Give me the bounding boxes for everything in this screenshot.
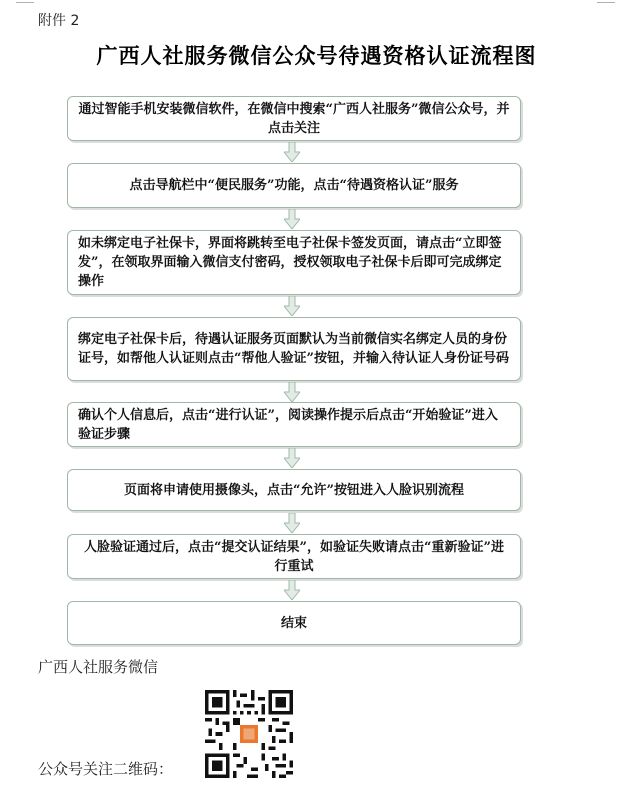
flow-step-6	[67, 469, 521, 511]
qr-code-icon	[205, 690, 293, 778]
flow-step-end	[67, 601, 521, 645]
flow-step-2	[67, 163, 521, 208]
down-arrow-icon	[284, 296, 300, 316]
flow-step-text: 通过智能手机安装微信软件，在微信中搜索“广西人社服务”微信公众号，并点击关注	[78, 101, 510, 136]
flow-step-text: 如未绑定电子社保卡，界面将跳转至电子社保卡签发页面，请点击“立即签发”，在领取界面输入微信支付密码，授权领取电子社保卡后即可完成绑定操作	[78, 236, 502, 289]
qr-caption: 公众号关注二维码：	[38, 760, 174, 778]
service-name-label: 广西人社服务微信	[38, 658, 159, 676]
flow-step-text: 绑定电子社保卡后，待遇认证服务页面默认为当前微信实名绑定人员的身份证号，如帮他人认证则点击“帮他人验证”按钮，并输入待认证人身份证号码	[78, 332, 509, 366]
flow-step-text: 点击导航栏中“便民服务”功能，点击“待遇资格认证”服务	[129, 178, 459, 193]
corner-mark-left	[16, 2, 34, 3]
flow-step-1	[67, 96, 521, 141]
flow-step-text: 页面将申请使用摄像头，点击“允许”按钮进入人脸识别流程	[124, 482, 464, 498]
flow-step-text: 人脸验证通过后，点击“提交认证结果”，如验证失败请点击“重新验证”进行重试	[84, 539, 504, 574]
corner-mark-right	[597, 2, 615, 3]
flow-step-4	[67, 317, 521, 381]
down-arrow-icon	[284, 382, 300, 402]
flow-step-5	[67, 402, 521, 447]
down-arrow-icon	[284, 580, 300, 600]
flow-step-text: 结束	[280, 615, 307, 631]
flow-step-7	[67, 534, 521, 579]
down-arrow-icon	[284, 448, 300, 468]
down-arrow-icon	[284, 209, 300, 229]
flow-step-3	[67, 230, 521, 295]
page-title: 广西人社服务微信公众号待遇资格认证流程图	[96, 43, 537, 68]
down-arrow-icon	[284, 513, 300, 533]
flow-step-text: 确认个人信息后，点击“进行认证”，阅读操作提示后点击“开始验证”进入验证步骤	[78, 407, 498, 442]
down-arrow-icon	[284, 142, 300, 162]
attachment-label: 附件 2	[38, 13, 80, 29]
